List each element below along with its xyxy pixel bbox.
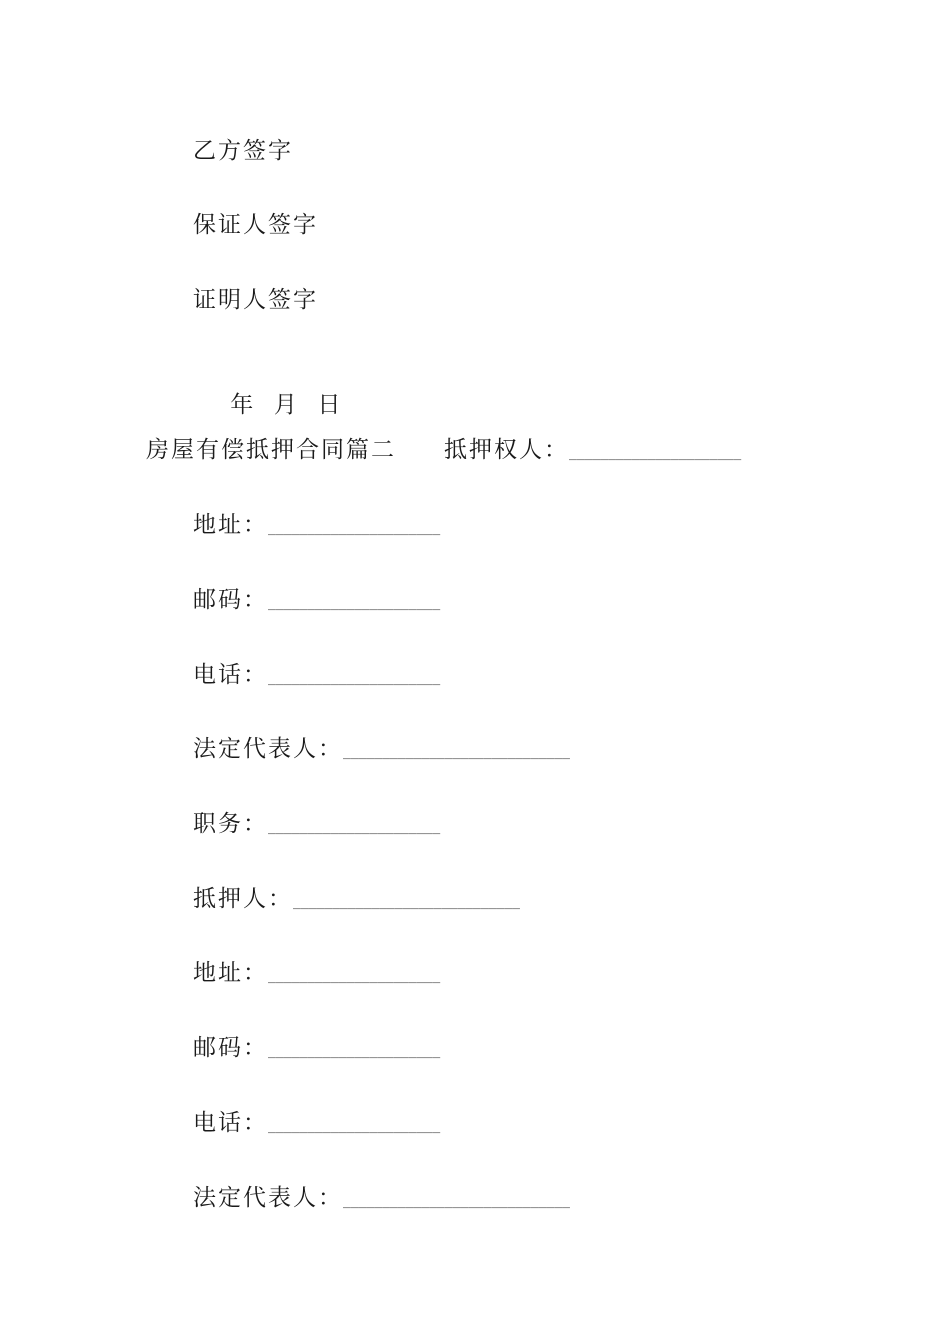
mortgagor-postcode-row bbox=[193, 1033, 440, 1067]
mortgagee-address-blank: ______________________ bbox=[268, 521, 441, 536]
witness-signature bbox=[193, 285, 318, 315]
mortgagor-legal-rep-label: 法定代表人： bbox=[193, 1185, 343, 1211]
witness-signature-label: 证明人签字 bbox=[193, 287, 318, 313]
mortgagee-blank: ______________________ bbox=[569, 446, 742, 461]
mortgagor-address-blank: ______________________ bbox=[268, 969, 441, 984]
mortgagee-postcode-blank: ______________________ bbox=[268, 596, 441, 611]
mortgagor-phone-label: 电话： bbox=[193, 1110, 268, 1136]
mortgagee-phone-blank: ______________________ bbox=[268, 671, 441, 686]
mortgagor-address-label: 地址： bbox=[193, 960, 268, 986]
mortgagor-blank: _____________________________ bbox=[293, 895, 520, 910]
mortgagee-postcode-row bbox=[193, 585, 440, 619]
mortgagor-address-row bbox=[193, 958, 440, 992]
signature-date-label: 年 月 日 bbox=[230, 392, 343, 418]
party-b-signature-label: 乙方签字 bbox=[193, 138, 293, 164]
section-title: 房屋有偿抵押合同篇二 bbox=[146, 437, 396, 463]
guarantor-signature-label: 保证人签字 bbox=[193, 212, 318, 238]
guarantor-signature bbox=[193, 210, 318, 240]
section-heading-row bbox=[146, 435, 741, 469]
mortgagor-legal-rep-blank: _____________________________ bbox=[343, 1194, 570, 1209]
mortgagor-postcode-label: 邮码： bbox=[193, 1035, 268, 1061]
mortgagee-position-blank: ______________________ bbox=[268, 820, 441, 835]
mortgagor-postcode-blank: ______________________ bbox=[268, 1044, 441, 1059]
mortgagee-legal-rep-row bbox=[193, 734, 570, 768]
mortgagor-row bbox=[193, 884, 520, 918]
mortgagee-postcode-label: 邮码： bbox=[193, 587, 268, 613]
mortgagee-phone-label: 电话： bbox=[193, 662, 268, 688]
mortgagor-phone-blank: ______________________ bbox=[268, 1119, 441, 1134]
mortgagee-address-label: 地址： bbox=[193, 512, 268, 538]
mortgagee-legal-rep-blank: _____________________________ bbox=[343, 745, 570, 760]
mortgagee-phone-row bbox=[193, 660, 440, 694]
mortgagee-position-row bbox=[193, 809, 440, 843]
party-b-signature bbox=[193, 136, 293, 166]
mortgagor-label: 抵押人： bbox=[193, 886, 293, 912]
mortgagor-legal-rep-row bbox=[193, 1183, 570, 1217]
mortgagee-position-label: 职务： bbox=[193, 811, 268, 837]
mortgagor-phone-row bbox=[193, 1108, 440, 1142]
mortgagee-label: 抵押权人： bbox=[444, 437, 569, 463]
mortgagee-address-row bbox=[193, 510, 440, 544]
mortgagee-legal-rep-label: 法定代表人： bbox=[193, 736, 343, 762]
